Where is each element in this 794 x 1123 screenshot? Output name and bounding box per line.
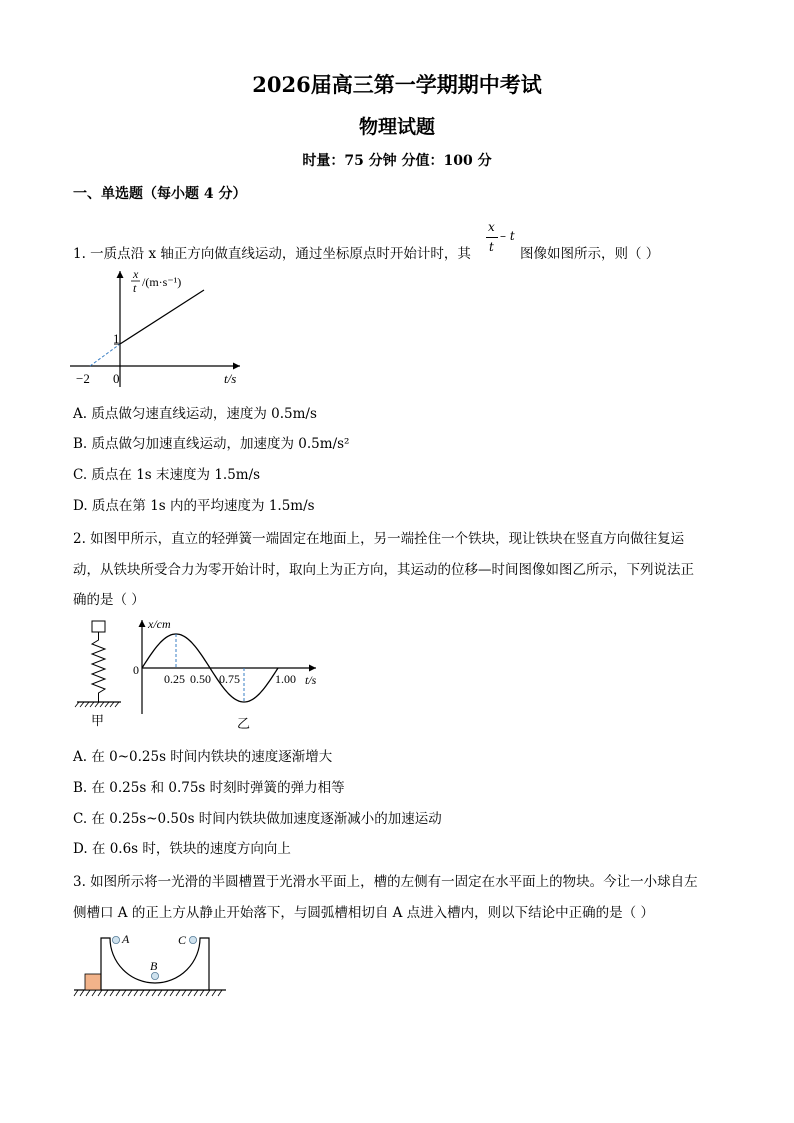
q3-label-c: C	[178, 933, 187, 947]
q1-x-axis-label: t/s	[224, 371, 237, 386]
q2-y-axis-label: x/cm	[148, 617, 171, 631]
q1-option-d: D. 质点在第 1s 内的平均速度为 1.5m/s	[73, 498, 315, 514]
q2-tick-025: 0.25	[164, 672, 185, 686]
q1-frac-suffix: – t	[500, 229, 515, 243]
exam-title: 2026届高三第一学期期中考试	[252, 72, 542, 97]
q2-option-c: C. 在 0.25s~0.50s 时间内铁块做加速度逐渐减小的加速运动	[73, 811, 442, 827]
q3-stem-line2: 侧槽口 A 的正上方从静止开始落下，与圆弧槽相切自 A 点进入槽内，则以下结论中正确的是（ ）	[73, 905, 654, 921]
q2-option-b: B. 在 0.25s 和 0.75s 时刻时弹簧的弹力相等	[73, 780, 345, 796]
q1-option-a: A. 质点做匀速直线运动，速度为 0.5m/s	[73, 406, 317, 422]
q1-origin-label: 0	[113, 371, 120, 386]
section-heading: 一、单选题（每小题 4 分）	[73, 186, 247, 202]
q2-tick-075: 0.75	[219, 672, 240, 686]
q3-ball-a	[112, 936, 119, 943]
q1-frac-num: x	[488, 220, 495, 234]
q1-graph	[68, 265, 248, 390]
subject-title: 物理试题	[358, 116, 435, 138]
q2-stem-line2: 动，从铁块所受合力为零开始计时，取向上为正方向，其运动的位移—时间图像如图乙所示，下列说法正	[73, 562, 694, 578]
q1-tick-label-neg2: −2	[76, 371, 90, 386]
q2-label-jia: 甲	[91, 713, 105, 728]
q3-ball-b	[151, 972, 158, 979]
q3-fixed-block	[85, 974, 101, 990]
q2-spring-figure	[73, 618, 128, 733]
q2-spring	[92, 632, 105, 702]
q1-option-c: C. 质点在 1s 末速度为 1.5m/s	[73, 467, 261, 483]
q1-stem-after: 图像如图所示，则（ ）	[520, 246, 660, 262]
q3-ground-hatch	[74, 990, 222, 996]
q2-x-axis-label: t/s	[305, 673, 317, 687]
q2-label-yi: 乙	[237, 716, 251, 731]
q2-tick-100: 1.00	[275, 672, 296, 686]
q2-ground-hatch	[75, 702, 119, 707]
q3-trough-figure	[72, 930, 232, 1002]
q2-iron-block	[92, 621, 105, 632]
exam-meta: 时量：75 分钟 分值：100 分	[302, 153, 492, 169]
q1-y-var-num: x	[133, 267, 139, 281]
q1-frac-bar	[486, 237, 498, 238]
q3-ball-c	[189, 936, 196, 943]
q3-label-a: A	[122, 932, 130, 946]
q1-extension-line	[90, 344, 120, 366]
q1-data-line	[120, 290, 204, 344]
q2-stem-line1: 2. 如图甲所示，直立的轻弹簧一端固定在地面上，另一端拴住一个铁块，现让铁块在竖直方向做往复运	[73, 531, 685, 547]
q2-stem-line3: 确的是（ ）	[73, 592, 145, 608]
q1-frac-den: t	[489, 240, 494, 254]
q3-label-b: B	[150, 959, 158, 973]
q1-option-b: B. 质点做匀加速直线运动，加速度为 0.5m/s²	[73, 436, 350, 452]
q2-option-d: D. 在 0.6s 时，铁块的速度方向向上	[73, 841, 291, 857]
q1-y-var-den: t	[133, 281, 137, 295]
q2-tick-050: 0.50	[190, 672, 211, 686]
q2-xt-graph	[130, 616, 330, 734]
q1-y-axis-label: /(m·s⁻¹)	[142, 275, 182, 289]
q2-option-a: A. 在 0~0.25s 时间内铁块的速度逐渐增大	[73, 749, 333, 765]
q1-tick-label-1: 1	[113, 331, 120, 346]
q2-origin-label: 0	[133, 663, 139, 677]
q3-stem-line1: 3. 如图所示将一光滑的半圆槽置于光滑水平面上，槽的左侧有一固定在水平面上的物块。今让一小球自左	[73, 874, 698, 890]
q1-stem-before: 1. 一质点沿 x 轴正方向做直线运动，通过坐标原点时开始计时，其	[73, 246, 471, 262]
